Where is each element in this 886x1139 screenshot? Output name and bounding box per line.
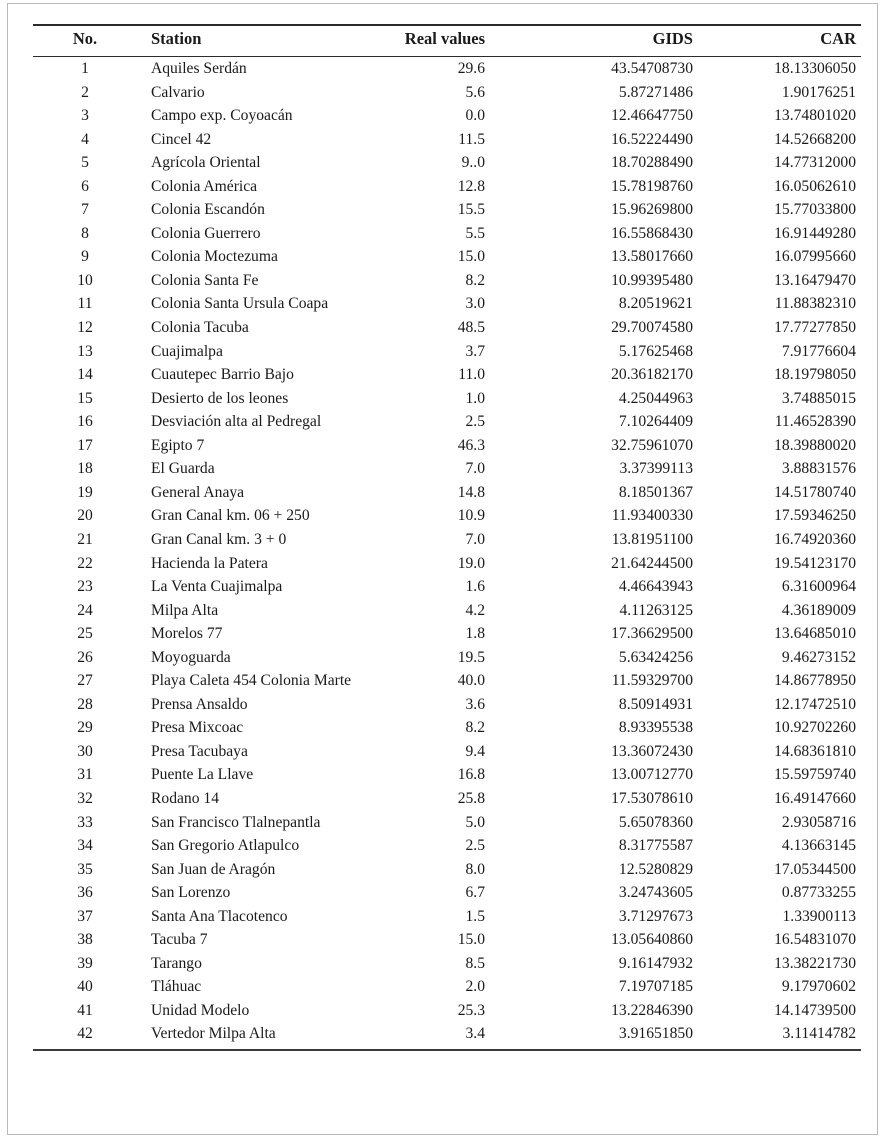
table-row [33, 669, 861, 693]
table-row [33, 340, 861, 364]
stations-data-table [33, 24, 861, 1051]
cell-gids: 7.10264409 [618, 413, 693, 431]
cell-real: 2.5 [465, 837, 485, 855]
cell-real: 10.9 [457, 507, 485, 525]
cell-no: 30 [77, 742, 93, 760]
cell-gids: 5.63424256 [618, 648, 693, 666]
cell-no: 38 [77, 931, 93, 949]
cell-real: 3.7 [465, 342, 485, 360]
cell-station: Desierto de los leones [151, 389, 289, 407]
cell-station: San Lorenzo [151, 884, 231, 902]
cell-station: Presa Tacubaya [151, 742, 248, 760]
table-row [33, 292, 861, 316]
cell-no: 41 [77, 1001, 93, 1019]
cell-no: 20 [77, 507, 93, 525]
cell-no: 8 [81, 224, 89, 242]
cell-station: Hacienda la Patera [151, 554, 268, 572]
cell-station: Tacuba 7 [151, 931, 208, 949]
cell-car: 13.64685010 [774, 625, 856, 643]
cell-car: 14.52668200 [774, 130, 856, 148]
cell-car: 16.49147660 [774, 789, 856, 807]
cell-gids: 8.31775587 [618, 837, 693, 855]
cell-station: Cincel 42 [151, 130, 212, 148]
table-row [33, 56, 861, 80]
cell-real: 11.5 [458, 130, 485, 148]
cell-real: 5.0 [465, 813, 485, 831]
cell-no: 15 [77, 389, 93, 407]
cell-gids: 29.70074580 [611, 319, 693, 337]
cell-no: 24 [77, 601, 93, 619]
cell-no: 13 [77, 342, 93, 360]
cell-gids: 13.05640860 [611, 931, 693, 949]
cell-gids: 5.87271486 [618, 83, 693, 101]
cell-car: 6.31600964 [781, 578, 856, 596]
cell-station: Santa Ana Tlacotenco [151, 907, 288, 925]
table-header [33, 25, 861, 56]
cell-real: 19.0 [457, 554, 485, 572]
cell-station: La Venta Cuajimalpa [151, 578, 283, 596]
cell-station: Desviación alta al Pedregal [151, 413, 322, 431]
cell-real: 25.8 [457, 789, 485, 807]
cell-real: 4.2 [465, 601, 485, 619]
table-row [33, 104, 861, 128]
cell-station: Gran Canal km. 06 + 250 [151, 507, 310, 525]
cell-gids: 21.64244500 [611, 554, 693, 572]
table-row [33, 693, 861, 717]
cell-station: Colonia Guerrero [151, 224, 261, 242]
cell-real: 9..0 [461, 154, 485, 172]
cell-gids: 12.46647750 [611, 107, 693, 125]
cell-real: 1.8 [465, 625, 485, 643]
cell-gids: 4.11263125 [619, 601, 693, 619]
cell-gids: 3.37399113 [619, 460, 693, 478]
cell-no: 2 [81, 83, 89, 101]
cell-real: 15.0 [457, 931, 485, 949]
table-frame [7, 3, 878, 1135]
cell-real: 8.2 [465, 719, 485, 737]
cell-gids: 9.16147932 [618, 954, 693, 972]
cell-real: 14.8 [457, 483, 485, 501]
cell-car: 16.74920360 [774, 530, 856, 548]
cell-real: 1.6 [465, 578, 485, 596]
table-row [33, 575, 861, 599]
cell-gids: 8.18501367 [618, 483, 693, 501]
cell-no: 4 [81, 130, 89, 148]
cell-station: San Juan de Aragón [151, 860, 276, 878]
table-container [33, 24, 861, 1051]
cell-car: 4.13663145 [781, 837, 856, 855]
table-row [33, 716, 861, 740]
cell-gids: 32.75961070 [611, 436, 693, 454]
cell-gids: 5.17625468 [618, 342, 693, 360]
cell-car: 4.36189009 [781, 601, 856, 619]
cell-no: 11 [77, 295, 93, 313]
cell-car: 3.74885015 [781, 389, 856, 407]
table-row [33, 1022, 861, 1050]
cell-no: 32 [77, 789, 93, 807]
table-row [33, 222, 861, 246]
table-row [33, 834, 861, 858]
cell-gids: 3.91651850 [521, 1022, 701, 1050]
cell-gids: 15.78198760 [611, 177, 693, 195]
cell-car: 15.77033800 [774, 201, 856, 219]
cell-real: 5.6 [465, 83, 485, 101]
cell-real: 19.5 [457, 648, 485, 666]
cell-car: 18.39880020 [774, 436, 856, 454]
cell-gids: 20.36182170 [611, 366, 693, 384]
table-row [33, 457, 861, 481]
cell-real: 3.6 [465, 695, 485, 713]
cell-station: Unidad Modelo [151, 1001, 250, 1019]
cell-car: 18.19798050 [774, 366, 856, 384]
column-header-gids: GIDS [521, 25, 701, 56]
cell-no: 9 [81, 248, 89, 266]
cell-gids: 16.52224490 [611, 130, 693, 148]
cell-car: 14.86778950 [774, 672, 856, 690]
cell-no: 37 [77, 907, 93, 925]
cell-gids: 15.96269800 [611, 201, 693, 219]
cell-car: 18.13306050 [774, 60, 856, 78]
cell-station: Colonia Moctezuma [151, 248, 278, 266]
cell-gids: 8.50914931 [618, 695, 693, 713]
cell-car: 12.17472510 [774, 695, 856, 713]
cell-real: 2.5 [465, 413, 485, 431]
cell-no: 23 [77, 578, 93, 596]
table-row [33, 81, 861, 105]
cell-station: El Guarda [151, 460, 215, 478]
table-row [33, 599, 861, 623]
cell-car: 3.88831576 [781, 460, 856, 478]
table-row [33, 551, 861, 575]
cell-real: 3.4 [367, 1022, 521, 1050]
cell-station: Tarango [151, 954, 202, 972]
cell-car: 2.93058716 [781, 813, 856, 831]
cell-car: 13.38221730 [774, 954, 856, 972]
cell-no: 29 [77, 719, 93, 737]
cell-no: 12 [77, 319, 93, 337]
cell-car: 17.77277850 [774, 319, 856, 337]
cell-real: 8.5 [465, 954, 485, 972]
cell-car: 11.46528390 [774, 413, 856, 431]
cell-gids: 11.59329700 [611, 672, 693, 690]
cell-real: 8.0 [465, 860, 485, 878]
table-row [33, 175, 861, 199]
cell-no: 31 [77, 766, 93, 784]
table-row [33, 434, 861, 458]
cell-gids: 10.99395480 [611, 271, 693, 289]
cell-real: 3.0 [465, 295, 485, 313]
cell-real: 40.0 [457, 672, 485, 690]
cell-no: 27 [77, 672, 93, 690]
table-row [33, 269, 861, 293]
cell-real: 16.8 [457, 766, 485, 784]
cell-gids: 17.53078610 [611, 789, 693, 807]
cell-no: 33 [77, 813, 93, 831]
cell-car: 14.51780740 [774, 483, 856, 501]
table-row [33, 128, 861, 152]
column-header-no: No. [33, 25, 137, 56]
cell-no: 36 [77, 884, 93, 902]
cell-station: Cuajimalpa [151, 342, 223, 360]
cell-no: 25 [77, 625, 93, 643]
cell-station: Milpa Alta [151, 601, 219, 619]
cell-station: Moyoguarda [151, 648, 231, 666]
cell-car: 7.91776604 [781, 342, 856, 360]
cell-no: 3 [81, 107, 89, 125]
cell-real: 48.5 [457, 319, 485, 337]
table-row [33, 622, 861, 646]
cell-real: 29.6 [457, 60, 485, 78]
cell-station: Rodano 14 [151, 789, 220, 807]
cell-gids: 5.65078360 [618, 813, 693, 831]
cell-car: 0.87733255 [781, 884, 856, 902]
cell-car: 1.33900113 [782, 907, 856, 925]
cell-no: 14 [77, 366, 93, 384]
cell-no: 19 [77, 483, 93, 501]
cell-car: 11.88382310 [774, 295, 856, 313]
cell-gids: 4.46643943 [618, 578, 693, 596]
table-row [33, 810, 861, 834]
cell-station: San Gregorio Atlapulco [151, 837, 300, 855]
table-row [33, 387, 861, 411]
cell-car: 3.11414782 [701, 1022, 861, 1050]
table-row [33, 504, 861, 528]
table-row [33, 245, 861, 269]
cell-no: 39 [77, 954, 93, 972]
cell-no: 7 [81, 201, 89, 219]
cell-real: 1.5 [465, 907, 485, 925]
column-header-car: CAR [701, 25, 861, 56]
table-row [33, 740, 861, 764]
cell-no: 10 [77, 271, 93, 289]
cell-gids: 8.20519621 [618, 295, 693, 313]
cell-gids: 12.5280829 [618, 860, 693, 878]
cell-station: Morelos 77 [151, 625, 223, 643]
cell-station: San Francisco Tlalnepantla [151, 813, 321, 831]
cell-car: 19.54123170 [774, 554, 856, 572]
table-row [33, 928, 861, 952]
cell-no: 42 [33, 1022, 137, 1050]
table-row [33, 363, 861, 387]
cell-station: Calvario [151, 83, 205, 101]
cell-real: 6.7 [465, 884, 485, 902]
cell-no: 40 [77, 978, 93, 996]
cell-station: Egipto 7 [151, 436, 205, 454]
table-row [33, 905, 861, 929]
cell-station: Cuautepec Barrio Bajo [151, 366, 294, 384]
cell-car: 15.59759740 [774, 766, 856, 784]
cell-gids: 17.36629500 [611, 625, 693, 643]
cell-station: Vertedor Milpa Alta [137, 1022, 367, 1050]
column-header-station: Station [137, 25, 367, 56]
table-row [33, 858, 861, 882]
cell-gids: 4.25044963 [618, 389, 693, 407]
cell-car: 17.05344500 [774, 860, 856, 878]
cell-gids: 13.00712770 [611, 766, 693, 784]
cell-no: 26 [77, 648, 93, 666]
table-row [33, 481, 861, 505]
cell-gids: 3.71297673 [618, 907, 693, 925]
cell-real: 9.4 [465, 742, 485, 760]
cell-real: 0.0 [465, 107, 485, 125]
cell-station: Colonia Santa Fe [151, 271, 259, 289]
cell-car: 10.92702260 [774, 719, 856, 737]
cell-car: 14.14739500 [774, 1001, 856, 1019]
cell-station: Aquiles Serdán [151, 60, 247, 78]
cell-no: 18 [77, 460, 93, 478]
cell-no: 35 [77, 860, 93, 878]
cell-car: 1.90176251 [781, 83, 856, 101]
cell-gids: 13.22846390 [611, 1001, 693, 1019]
cell-real: 7.0 [465, 460, 485, 478]
cell-car: 17.59346250 [774, 507, 856, 525]
cell-real: 1.0 [465, 389, 485, 407]
cell-car: 16.07995660 [774, 248, 856, 266]
cell-gids: 7.19707185 [618, 978, 693, 996]
table-row [33, 198, 861, 222]
cell-station: Presa Mixcoac [151, 719, 244, 737]
cell-real: 7.0 [465, 530, 485, 548]
cell-real: 8.2 [465, 271, 485, 289]
cell-station: Colonia Tacuba [151, 319, 249, 337]
cell-station: Colonia América [151, 177, 258, 195]
cell-real: 25.3 [457, 1001, 485, 1019]
cell-gids: 8.93395538 [618, 719, 693, 737]
cell-car: 9.17970602 [781, 978, 856, 996]
table-row [33, 763, 861, 787]
cell-car: 16.05062610 [774, 177, 856, 195]
cell-gids: 18.70288490 [611, 154, 693, 172]
cell-gids: 13.81951100 [611, 530, 693, 548]
cell-car: 16.54831070 [774, 931, 856, 949]
cell-real: 12.8 [457, 177, 485, 195]
table-row [33, 646, 861, 670]
table-row [33, 151, 861, 175]
cell-station: Gran Canal km. 3 + 0 [151, 530, 287, 548]
cell-no: 16 [77, 413, 93, 431]
cell-gids: 13.36072430 [611, 742, 693, 760]
table-row [33, 881, 861, 905]
cell-car: 14.77312000 [774, 154, 856, 172]
cell-station: Tláhuac [151, 978, 202, 996]
cell-no: 6 [81, 177, 89, 195]
column-header-real-values: Real values [367, 25, 521, 56]
cell-no: 22 [77, 554, 93, 572]
table-header-row [33, 25, 861, 56]
table-row [33, 999, 861, 1023]
cell-no: 21 [77, 530, 93, 548]
cell-no: 34 [77, 837, 93, 855]
cell-car: 13.74801020 [774, 107, 856, 125]
cell-no: 5 [81, 154, 89, 172]
cell-real: 46.3 [457, 436, 485, 454]
table-row [33, 952, 861, 976]
cell-gids: 16.55868430 [611, 224, 693, 242]
cell-station: Agrícola Oriental [151, 154, 261, 172]
cell-car: 13.16479470 [774, 271, 856, 289]
cell-gids: 43.54708730 [611, 60, 693, 78]
cell-station: Prensa Ansaldo [151, 695, 248, 713]
cell-car: 9.46273152 [781, 648, 856, 666]
cell-real: 15.0 [457, 248, 485, 266]
cell-real: 2.0 [465, 978, 485, 996]
cell-station: Colonia Escandón [151, 201, 265, 219]
cell-real: 11.0 [458, 366, 485, 384]
cell-car: 16.91449280 [774, 224, 856, 242]
table-row [33, 316, 861, 340]
cell-station: General Anaya [151, 483, 245, 501]
table-row [33, 410, 861, 434]
cell-real: 5.5 [465, 224, 485, 242]
table-row [33, 787, 861, 811]
cell-gids: 11.93400330 [611, 507, 693, 525]
cell-car: 14.68361810 [774, 742, 856, 760]
table-row [33, 528, 861, 552]
cell-real: 15.5 [457, 201, 485, 219]
cell-gids: 13.58017660 [611, 248, 693, 266]
cell-no: 17 [77, 436, 93, 454]
cell-station: Campo exp. Coyoacán [151, 107, 293, 125]
cell-station: Colonia Santa Ursula Coapa [151, 295, 329, 313]
cell-gids: 3.24743605 [618, 884, 693, 902]
table-body [33, 56, 861, 1049]
cell-station: Playa Caleta 454 Colonia Marte [151, 672, 352, 690]
cell-station: Puente La Llave [151, 766, 254, 784]
table-row [33, 975, 861, 999]
cell-no: 1 [81, 60, 89, 78]
cell-no: 28 [77, 695, 93, 713]
